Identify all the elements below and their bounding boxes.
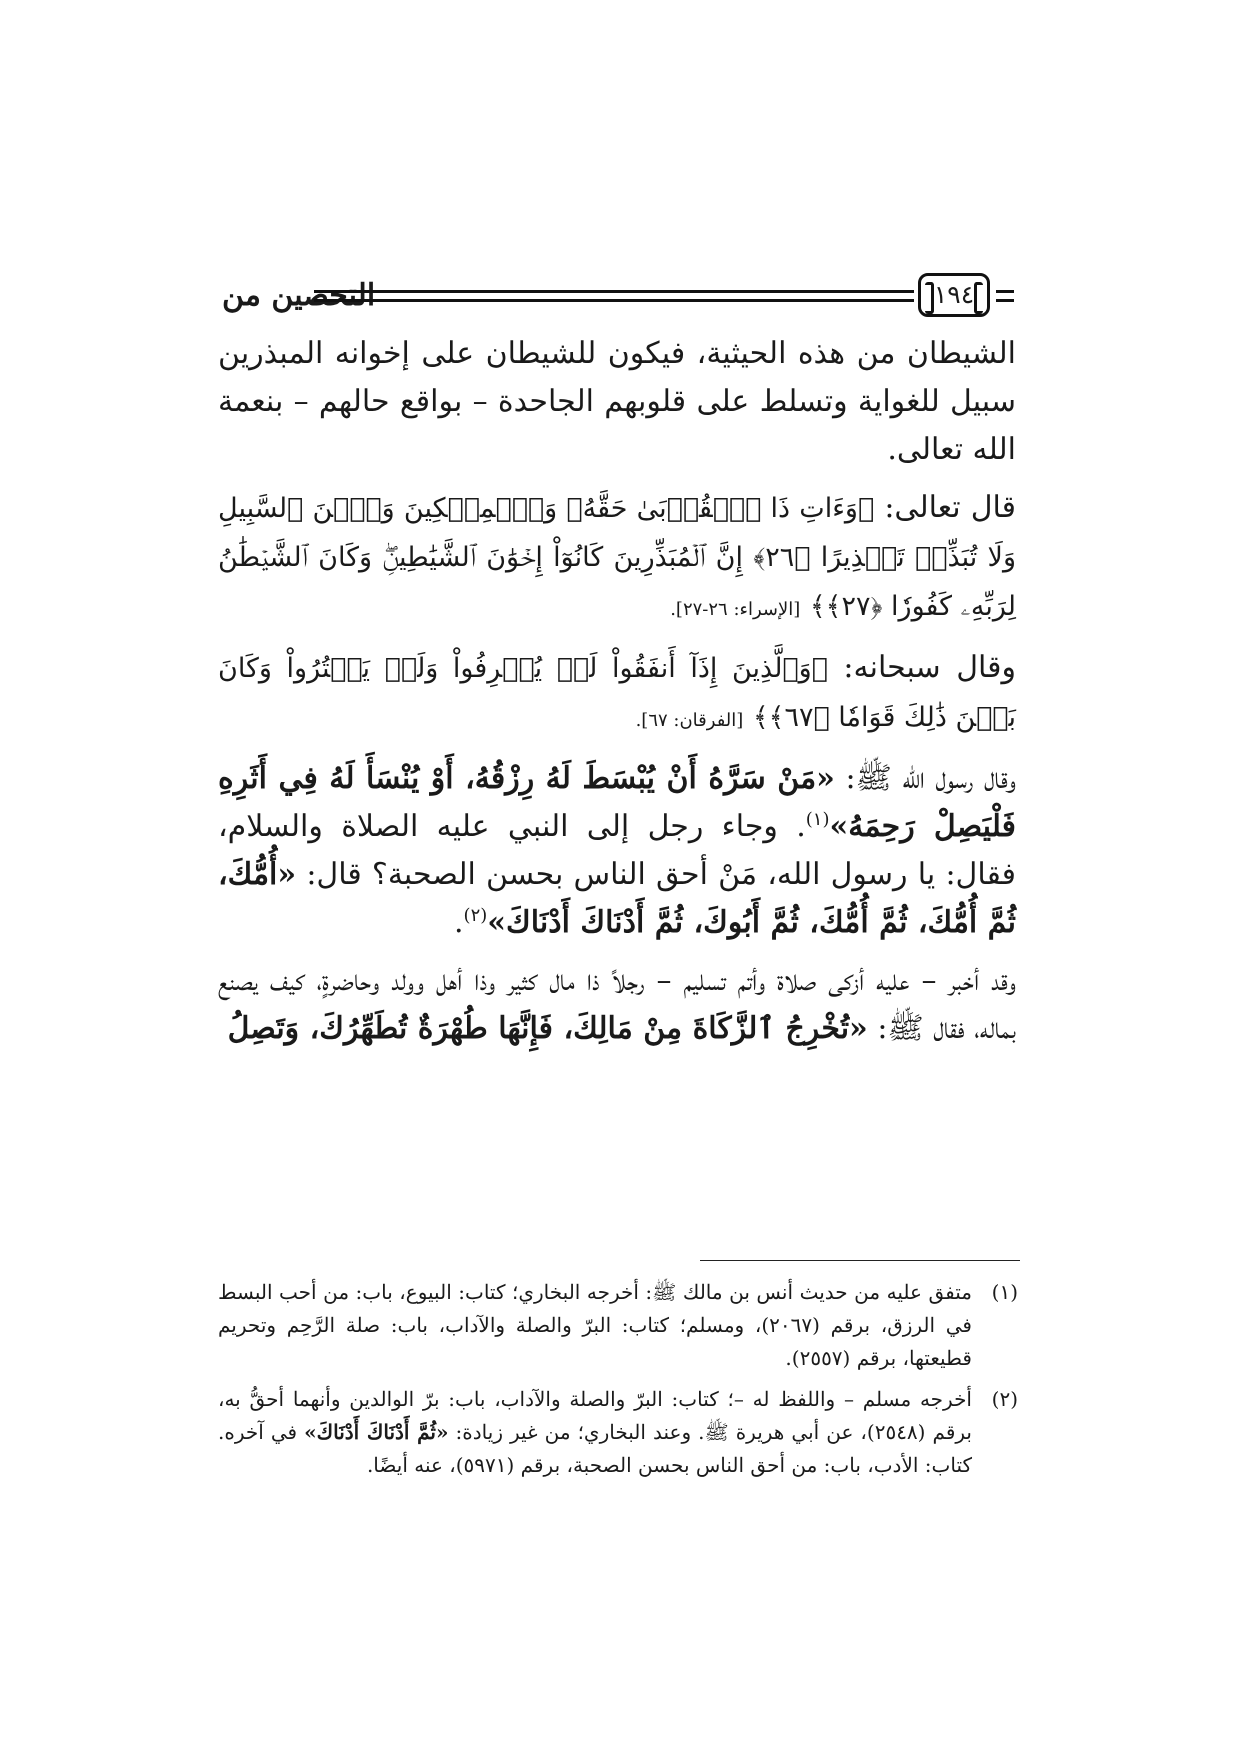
footnote-hadith: «ثُمَّ أَدْنَاكَ أَدْنَاكَ»	[304, 1420, 449, 1444]
hadith-text: «تُخْرِجُ ٱلزَّكَاةَ مِنْ مَالِكَ، فَإِنَّهَا طُهْرَةٌ تُطَهِّرُكَ، وَتَصِلُ	[227, 1011, 868, 1046]
hadith-text: «مَنْ سَرَّهُ أَنْ يُبْسَطَ لَهُ رِزْقُهُ، أَوْ يُنْسَأَ لَهُ فِي أَثَرِهِ فَلْيَصِلْ رَحِمَهُ»	[218, 761, 1016, 844]
paragraph-2	[218, 484, 1016, 634]
header-rule	[314, 290, 914, 302]
quran-verse: ﴿وَٱلَّذِينَ إِذَآ أَنفَقُواْ لَمۡ يُسۡرِفُواْ وَلَمۡ يَقۡتُرُواْ وَكَانَ بَيۡنَ ذَٰلِكَ قَوَامٗا ﴿٦٧﴾﴾	[218, 653, 1016, 733]
page-number: ١٩٤	[918, 273, 990, 317]
footnote-number: (١)	[991, 1280, 1018, 1304]
page-header	[222, 272, 1012, 324]
paragraph-text: وقد أخبر – عليه أزكى صلاة وأتم تسليم – رجلاً ذا مال كثير وذا أهل وولد وحاضرةٍ، كيف يصنع بماله، فقال ﷺ:	[218, 963, 1016, 1046]
footnote-text-part: في آخره. كتاب: الأدب، باب: من أحق الناس بحسن الصحبة، برقم (٥٩٧١)، عنه أيضًا.	[218, 1420, 972, 1477]
paragraph-end: .	[453, 905, 464, 940]
footnotes	[218, 1276, 1018, 1490]
footnote-text-part: أخرجه مسلم – واللفظ له –؛ كتاب: البرّ والصلة والآداب، باب: برّ الوالدين وأنهما أحقُّ به، برقم (٢٥٤٨)، عن أبي هريرة ﷺ. وعند البخاري؛ من غير زيادة:	[218, 1387, 972, 1444]
paragraph-text: . وجاء رجل إلى النبي عليه الصلاة والسلام، فقال: يا رسول الله، مَنْ أحق الناس بحسن الصحبة؟ قال:	[218, 809, 1016, 892]
header-rule-short	[996, 290, 1014, 302]
footnote-2	[218, 1383, 1018, 1482]
running-title: التحصين من	[222, 278, 376, 313]
footnote-1	[218, 1276, 1018, 1375]
paragraph-4	[218, 755, 1016, 947]
hadith-text: «أُمُّكَ، ثُمَّ أُمُّكَ، ثُمَّ أُمُّكَ، ثُمَّ أَبُوكَ، ثُمَّ أَدْنَاكَ أَدْنَاكَ»	[218, 857, 1016, 940]
verse-intro: وقال سبحانه:	[827, 650, 1016, 685]
footnote-separator	[700, 1260, 1020, 1261]
footnote-text: متفق عليه من حديث أنس بن مالك ﷺ: أخرجه البخاري؛ كتاب: البيوع، باب: من أحب البسط في الرزق، برقم (٢٠٦٧)، ومسلم؛ كتاب: البرّ والصلة والآداب، باب: صلة الرَّحِم وتحريم قطيعتها، برقم (٢٥٥٧).	[218, 1280, 972, 1370]
footnote-number: (٢)	[991, 1387, 1018, 1411]
verse-intro: قال تعالى:	[874, 490, 1016, 525]
verse-citation: [الإسراء: ٢٦-٢٧].	[670, 599, 801, 620]
main-text	[218, 330, 1016, 1063]
verse-citation: [الفرقان: ٦٧].	[635, 710, 744, 731]
hadith-intro: وقال رسول الله ﷺ:	[834, 761, 1016, 796]
footnote-ref[interactable]: (٢)	[463, 905, 488, 926]
footnote-text	[218, 1383, 972, 1482]
paragraph-3	[218, 644, 1016, 745]
paragraph-1: الشيطان من هذه الحيثية، فيكون للشيطان على إخوانه المبذرين سبيل للغواية وتسلط على قلوبهم الجاحدة – بواقع حالهم – بنعمة الله تعالى.	[218, 336, 1016, 467]
paragraph-5	[218, 957, 1016, 1053]
footnote-ref[interactable]: (١)	[805, 809, 830, 830]
quran-verse: ﴿وَءَاتِ ذَا ٱلۡقُرۡبَىٰ حَقَّهُۥ وَٱلۡمِسۡكِينَ وَٱبۡنَ ٱلسَّبِيلِ وَلَا تُبَذِّرۡ تَبۡذِيرًا ﴿٢٦﴾ إِنَّ ٱلۡمُبَذِّرِينَ كَانُوٓاْ إِخۡوَٰنَ ٱلشَّيَٰطِينِۖ وَكَانَ ٱلشَّيۡطَٰنُ لِرَبِّهِۦ كَفُورٗا ﴿٢٧﴾﴾	[218, 493, 1016, 622]
